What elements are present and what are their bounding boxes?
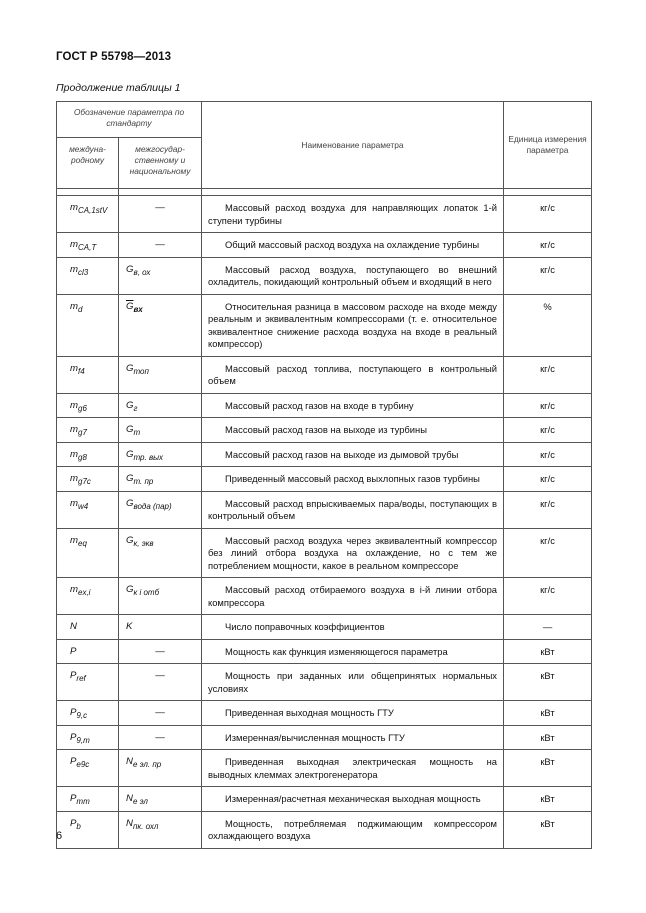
- designation-group-header: Обозначение параметра по стандарту: [57, 102, 202, 138]
- parameter-unit: кг/с: [504, 233, 592, 258]
- symbol-international: N: [57, 615, 119, 640]
- parameter-unit: кВт: [504, 664, 592, 701]
- symbol-international: $m_{g7}$: [57, 418, 119, 443]
- table-row: [57, 418, 592, 443]
- parameter-unit: кг/с: [504, 356, 592, 393]
- parameter-name: Общий массовый расход воздуха на охлаждение турбины: [202, 233, 504, 258]
- symbol-international: $m_d$: [57, 294, 119, 356]
- parameter-unit: кВт: [504, 811, 592, 848]
- unit-header: Единица измерения параметра: [504, 102, 592, 189]
- symbol-national: $G_{т. пр}$: [119, 467, 202, 492]
- symbol-national: $G_{в, ох}$: [119, 257, 202, 294]
- symbol-international: $P_{mm}$: [57, 787, 119, 812]
- parameter-name: Приведенная выходная мощность ГТУ: [202, 701, 504, 726]
- parameter-name: Массовый расход воздуха, поступающего во внешний охладитель, покидающий контрольный объем и входящий в него: [202, 257, 504, 294]
- symbol-national: $G_{вода (пар)}$: [119, 491, 202, 528]
- parameter-name: Массовый расход воздуха для направляющих лопаток 1-й ступени турбины: [202, 196, 504, 233]
- parameter-unit: кВт: [504, 701, 592, 726]
- parameter-name: Массовый расход воздуха через эквивалентный компрессор без линий отбора воздуха на охлаждение, но с тем же потреблением мощности, какое в реальном компрессоре: [202, 528, 504, 578]
- symbol-international: $m_{eq}$: [57, 528, 119, 578]
- table-row: [57, 294, 592, 356]
- parameter-name: Измеренная/расчетная механическая выходная мощность: [202, 787, 504, 812]
- parameter-name: Массовый расход газов на входе в турбину: [202, 393, 504, 418]
- symbol-international: $m_{w4}$: [57, 491, 119, 528]
- table-row: [57, 725, 592, 750]
- parameter-name: Измеренная/вычисленная мощность ГТУ: [202, 725, 504, 750]
- symbol-international: $P_{9,c}$: [57, 701, 119, 726]
- parameter-name: Массовый расход впрыскиваемых пара/воды, поступающих в контрольный объем: [202, 491, 504, 528]
- symbol-national: $G_{тр. вых}$: [119, 442, 202, 467]
- symbol-national: $N_{пк. охл}$: [119, 811, 202, 848]
- table-row: [57, 442, 592, 467]
- parameter-name: Массовый расход отбираемого воздуха в i-й линии отбора компрессора: [202, 578, 504, 615]
- symbol-international: $P_{ref}$: [57, 664, 119, 701]
- symbol-international: $P_b$: [57, 811, 119, 848]
- symbol-national: —: [119, 233, 202, 258]
- parameter-name: Мощность, потребляемая поджимающим компрессором охлаждающего воздуха: [202, 811, 504, 848]
- parameter-name: Мощность как функция изменяющегося параметра: [202, 639, 504, 664]
- table-row: [57, 491, 592, 528]
- parameter-name-header: Наименование параметра: [202, 102, 504, 189]
- symbol-national: —: [119, 701, 202, 726]
- symbol-international: P: [57, 639, 119, 664]
- parameter-unit: кВт: [504, 750, 592, 787]
- symbol-international: $P_{9,m}$: [57, 725, 119, 750]
- symbol-international: $m_{cl3}$: [57, 257, 119, 294]
- symbol-national: K: [119, 615, 202, 640]
- table-row: [57, 233, 592, 258]
- table-row: [57, 467, 592, 492]
- parameter-name: Приведенная выходная электрическая мощность на выводных клеммах электрогенератора: [202, 750, 504, 787]
- symbol-international: $m_{g6}$: [57, 393, 119, 418]
- table-row: [57, 257, 592, 294]
- parameter-unit: %: [504, 294, 592, 356]
- table-caption: Продолжение таблицы 1: [56, 82, 181, 94]
- table-row: [57, 701, 592, 726]
- parameters-table: [56, 101, 592, 849]
- table-row: [57, 811, 592, 848]
- symbol-national: $G_{к, экв}$: [119, 528, 202, 578]
- parameter-name: Относительная разница в массовом расходе на входе между реальным и эквивалентным компрессорами (т. е. относительное эквивалентное снижение расхода воздуха на входе в реальный компрессор): [202, 294, 504, 356]
- symbol-national: —: [119, 725, 202, 750]
- parameter-name: Приведенный массовый расход выхлопных газов турбины: [202, 467, 504, 492]
- table-row: [57, 639, 592, 664]
- national-header: межгосудар-ственному и национальному: [119, 138, 202, 189]
- parameter-unit: кг/с: [504, 467, 592, 492]
- table-row: [57, 196, 592, 233]
- parameter-unit: кг/с: [504, 393, 592, 418]
- symbol-national: $N_{е эл. пр}$: [119, 750, 202, 787]
- symbol-international: $P_{e9c}$: [57, 750, 119, 787]
- symbol-national: $G_{к i отб}$: [119, 578, 202, 615]
- symbol-national: —: [119, 639, 202, 664]
- parameter-name: Число поправочных коэффициентов: [202, 615, 504, 640]
- parameter-unit: кВт: [504, 725, 592, 750]
- parameter-unit: кг/с: [504, 418, 592, 443]
- table-row: [57, 356, 592, 393]
- table-row: [57, 750, 592, 787]
- table-row: [57, 664, 592, 701]
- symbol-international: $m_{CA,T}$: [57, 233, 119, 258]
- document-code: ГОСТ Р 55798—2013: [56, 51, 172, 63]
- table-row: [57, 578, 592, 615]
- table-row: [57, 393, 592, 418]
- symbol-national: —: [119, 196, 202, 233]
- parameter-name: Массовый расход газов на выходе из дымовой трубы: [202, 442, 504, 467]
- table-row: [57, 787, 592, 812]
- parameter-unit: —: [504, 615, 592, 640]
- symbol-international: $m_{ex,i}$: [57, 578, 119, 615]
- parameter-name: Мощность при заданных или общепринятых нормальных условиях: [202, 664, 504, 701]
- symbol-international: $m_{g7c}$: [57, 467, 119, 492]
- parameter-unit: кг/с: [504, 257, 592, 294]
- parameter-unit: кг/с: [504, 528, 592, 578]
- parameter-unit: кг/с: [504, 196, 592, 233]
- parameter-unit: кг/с: [504, 442, 592, 467]
- parameter-unit: кВт: [504, 639, 592, 664]
- symbol-national: $G_г$: [119, 393, 202, 418]
- table-row: [57, 528, 592, 578]
- international-header: междуна-родному: [57, 138, 119, 189]
- parameter-unit: кВт: [504, 787, 592, 812]
- parameter-unit: кг/с: [504, 578, 592, 615]
- page-number: 6: [56, 830, 63, 842]
- symbol-international: $m_{g8}$: [57, 442, 119, 467]
- symbol-national: $G_т$: [119, 418, 202, 443]
- parameter-unit: кг/с: [504, 491, 592, 528]
- symbol-international: $m_{f4}$: [57, 356, 119, 393]
- symbol-national: $N_{е эл}$: [119, 787, 202, 812]
- symbol-international: $m_{CA,1stV}$: [57, 196, 119, 233]
- symbol-national: —: [119, 664, 202, 701]
- symbol-national: $\overline{G}_{вх}$: [119, 294, 202, 356]
- symbol-national: $G_{топ}$: [119, 356, 202, 393]
- table-row: [57, 615, 592, 640]
- parameter-name: Массовый расход газов на выходе из турбины: [202, 418, 504, 443]
- parameter-name: Массовый расход топлива, поступающего в контрольный объем: [202, 356, 504, 393]
